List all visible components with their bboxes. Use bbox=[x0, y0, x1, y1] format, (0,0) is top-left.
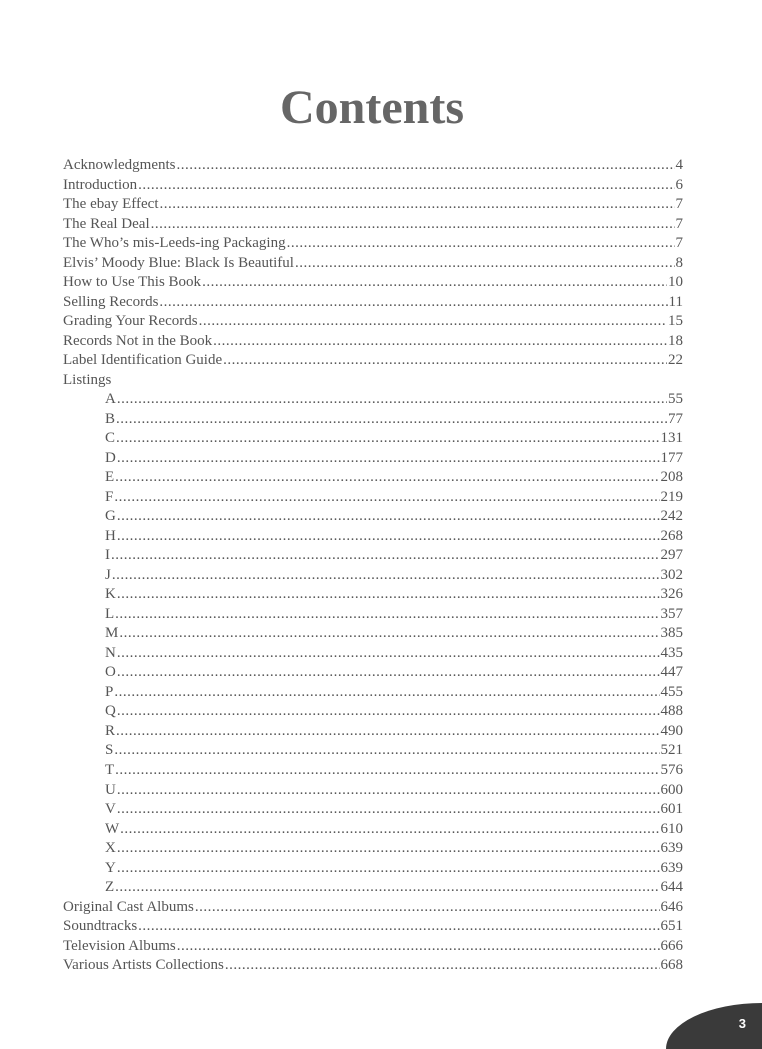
toc-entry bbox=[63, 663, 683, 683]
toc-entry-label: Introduction bbox=[63, 176, 138, 193]
toc-entry-label: T bbox=[105, 761, 115, 778]
toc-entry-label: How to Use This Book bbox=[63, 274, 202, 291]
toc-leader-dots bbox=[117, 663, 660, 683]
toc-entry-page: 357 bbox=[660, 605, 683, 622]
toc-entry-page: 651 bbox=[660, 918, 683, 935]
toc-leader-dots bbox=[287, 234, 675, 254]
toc-entry-label: S bbox=[105, 742, 114, 759]
toc-leader-dots bbox=[295, 254, 675, 274]
toc-entry bbox=[63, 156, 683, 176]
toc-entry-label: L bbox=[105, 605, 115, 622]
toc-leader-dots bbox=[202, 273, 667, 293]
toc-entry-page: 666 bbox=[660, 937, 683, 954]
toc-entry-label: C bbox=[105, 430, 116, 447]
toc-leader-dots bbox=[120, 820, 659, 840]
toc-entry-label: Grading Your Records bbox=[63, 313, 198, 330]
toc-leader-dots bbox=[116, 429, 659, 449]
toc-entry-page: 447 bbox=[660, 664, 683, 681]
toc-entry bbox=[63, 215, 683, 235]
toc-leader-dots bbox=[117, 702, 660, 722]
toc-entry-label: K bbox=[105, 586, 116, 603]
toc-entry-page: 177 bbox=[660, 449, 683, 466]
toc-entry-page: 644 bbox=[660, 879, 683, 896]
toc-entry bbox=[63, 878, 683, 898]
toc-entry-label: The Real Deal bbox=[63, 215, 150, 232]
toc-entry bbox=[63, 351, 683, 371]
toc-leader-dots bbox=[117, 449, 660, 469]
toc-entry-label: J bbox=[105, 566, 111, 583]
toc-leader-dots bbox=[138, 176, 674, 196]
toc-leader-dots bbox=[114, 683, 659, 703]
toc-entry-page: 601 bbox=[660, 801, 683, 818]
table-of-contents bbox=[63, 156, 683, 976]
toc-entry bbox=[63, 488, 683, 508]
toc-entry-label: F bbox=[105, 488, 114, 505]
toc-leader-dots bbox=[117, 781, 660, 801]
toc-entry-page: 435 bbox=[660, 644, 683, 661]
page-number: 3 bbox=[738, 1016, 746, 1031]
toc-entry-page: 610 bbox=[660, 820, 683, 837]
toc-entry-label: Label Identification Guide bbox=[63, 352, 223, 369]
toc-entry-label: Q bbox=[105, 703, 116, 720]
toc-leader-dots bbox=[195, 898, 660, 918]
toc-entry bbox=[63, 937, 683, 957]
toc-listings-heading bbox=[63, 371, 683, 391]
toc-entry bbox=[63, 820, 683, 840]
page-title: Contents bbox=[279, 81, 464, 134]
toc-entry-page: 302 bbox=[660, 566, 683, 583]
toc-entry-page: 219 bbox=[660, 488, 683, 505]
toc-entry bbox=[63, 722, 683, 742]
toc-entry bbox=[63, 917, 683, 937]
toc-leader-dots bbox=[117, 527, 660, 547]
toc-entry-label: Z bbox=[105, 879, 115, 896]
toc-entry-page: 15 bbox=[668, 313, 683, 330]
toc-entry-page: 7 bbox=[675, 215, 683, 232]
toc-entry bbox=[63, 449, 683, 469]
toc-entry-page: 7 bbox=[675, 235, 683, 252]
toc-entry bbox=[63, 546, 683, 566]
page-number-tab bbox=[666, 1003, 762, 1049]
toc-entry bbox=[63, 566, 683, 586]
toc-entry-page: 131 bbox=[660, 430, 683, 447]
toc-leader-dots bbox=[114, 488, 659, 508]
toc-leader-dots bbox=[119, 624, 659, 644]
toc-leader-dots bbox=[225, 956, 660, 976]
toc-entry bbox=[63, 293, 683, 313]
toc-entry-label: N bbox=[105, 644, 116, 661]
toc-entry bbox=[63, 644, 683, 664]
toc-entry-page: 576 bbox=[660, 761, 683, 778]
toc-entry-page: 639 bbox=[660, 840, 683, 857]
toc-entry bbox=[63, 254, 683, 274]
toc-leader-dots bbox=[138, 917, 659, 937]
toc-entry-label: D bbox=[105, 449, 116, 466]
toc-leader-dots bbox=[111, 546, 660, 566]
toc-leader-dots bbox=[112, 566, 660, 586]
toc-entry-page: 490 bbox=[660, 722, 683, 739]
toc-listings-section bbox=[63, 390, 683, 897]
toc-entry bbox=[63, 410, 683, 430]
toc-entry bbox=[63, 683, 683, 703]
toc-entry-label: Listings bbox=[63, 371, 112, 388]
toc-entry-label: Records Not in the Book bbox=[63, 332, 213, 349]
toc-entry-page: 385 bbox=[660, 625, 683, 642]
toc-leader-dots bbox=[117, 644, 660, 664]
toc-entry bbox=[63, 273, 683, 293]
toc-entry bbox=[63, 898, 683, 918]
toc-entry-page: 326 bbox=[660, 586, 683, 603]
toc-entry-label: U bbox=[105, 781, 116, 798]
toc-entry bbox=[63, 800, 683, 820]
toc-entry bbox=[63, 468, 683, 488]
toc-leader-dots bbox=[117, 390, 667, 410]
toc-leader-dots bbox=[117, 507, 660, 527]
toc-entry-page: 639 bbox=[660, 859, 683, 876]
toc-entry-label: Soundtracks bbox=[63, 918, 138, 935]
toc-leader-dots bbox=[114, 741, 659, 761]
toc-entry-page: 521 bbox=[660, 742, 683, 759]
toc-entry-page: 77 bbox=[668, 410, 683, 427]
toc-entry-page: 18 bbox=[668, 332, 683, 349]
toc-entry bbox=[63, 585, 683, 605]
toc-entry-label: Acknowledgments bbox=[63, 157, 176, 173]
toc-entry bbox=[63, 761, 683, 781]
toc-leader-dots bbox=[151, 215, 675, 235]
toc-entry bbox=[63, 429, 683, 449]
toc-entry-label: O bbox=[105, 664, 116, 681]
toc-entry bbox=[63, 624, 683, 644]
toc-entry bbox=[63, 741, 683, 761]
toc-leader-dots bbox=[160, 195, 675, 215]
toc-entry-page: 10 bbox=[668, 274, 683, 291]
toc-entry-label: X bbox=[105, 840, 116, 857]
toc-entry bbox=[63, 332, 683, 352]
toc-leader-dots bbox=[213, 332, 667, 352]
toc-entry bbox=[63, 176, 683, 196]
toc-leader-dots bbox=[117, 859, 660, 879]
toc-leader-dots bbox=[223, 351, 667, 371]
toc-entry bbox=[63, 956, 683, 976]
toc-entry-label: P bbox=[105, 683, 114, 700]
toc-entry bbox=[63, 507, 683, 527]
toc-entry bbox=[63, 781, 683, 801]
toc-entry-label: The Who’s mis-Leeds-ing Packaging bbox=[63, 235, 286, 252]
toc-entry-label: A bbox=[105, 391, 116, 408]
toc-entry-page: 55 bbox=[668, 391, 683, 408]
toc-entry-page: 646 bbox=[660, 898, 683, 915]
toc-leader-dots bbox=[115, 468, 659, 488]
toc-main-section bbox=[63, 156, 683, 371]
toc-leader-dots bbox=[115, 605, 659, 625]
toc-entry-label: Y bbox=[105, 859, 116, 876]
toc-entry bbox=[63, 390, 683, 410]
toc-leader-dots bbox=[115, 761, 659, 781]
toc-entry-page: 6 bbox=[675, 176, 683, 193]
toc-entry-label: B bbox=[105, 410, 116, 427]
toc-entry bbox=[63, 605, 683, 625]
toc-entry-page: 208 bbox=[660, 469, 683, 486]
toc-entry-label: Various Artists Collections bbox=[63, 957, 224, 974]
toc-entry-label: V bbox=[105, 801, 116, 818]
toc-entry-label: Original Cast Albums bbox=[63, 898, 194, 915]
toc-entry-page: 7 bbox=[675, 196, 683, 213]
toc-entry-label: H bbox=[105, 527, 116, 544]
toc-entry-label: M bbox=[105, 625, 119, 642]
toc-entry-page: 22 bbox=[668, 352, 683, 369]
toc-leader-dots bbox=[116, 722, 659, 742]
toc-entry bbox=[63, 234, 683, 254]
toc-entry-label: W bbox=[105, 820, 120, 837]
toc-leader-dots bbox=[115, 878, 659, 898]
toc-leader-dots bbox=[199, 312, 667, 332]
toc-entry-page: 242 bbox=[660, 508, 683, 525]
toc-leader-dots bbox=[177, 937, 660, 957]
toc-entry-page: 8 bbox=[675, 254, 683, 271]
toc-entry-page: 668 bbox=[660, 957, 683, 974]
toc-entry bbox=[63, 859, 683, 879]
toc-entry-label: The ebay Effect bbox=[63, 196, 159, 213]
toc-leader-dots bbox=[117, 800, 660, 820]
toc-entry bbox=[63, 527, 683, 547]
toc-leader-dots bbox=[117, 839, 660, 859]
toc-entry-page: 297 bbox=[660, 547, 683, 564]
toc-entry bbox=[63, 839, 683, 859]
toc-entry-label: E bbox=[105, 469, 115, 486]
toc-leader-dots bbox=[116, 410, 667, 430]
toc-entry bbox=[63, 195, 683, 215]
toc-entry-label: I bbox=[105, 547, 110, 564]
toc-entry-label: Television Albums bbox=[63, 937, 176, 954]
toc-entry bbox=[63, 312, 683, 332]
toc-entry-label: Elvis’ Moody Blue: Black Is Beautiful bbox=[63, 254, 294, 271]
toc-leader-dots bbox=[176, 156, 674, 176]
toc-entry-page: 11 bbox=[668, 293, 683, 310]
toc-entry-label: R bbox=[105, 722, 116, 739]
toc-entry-page: 455 bbox=[660, 683, 683, 700]
toc-entry-page: 268 bbox=[660, 527, 683, 544]
toc-entry-page: 4 bbox=[675, 157, 683, 173]
toc-entry-page: 600 bbox=[660, 781, 683, 798]
toc-leader-dots bbox=[117, 585, 660, 605]
toc-leader-dots bbox=[159, 293, 667, 313]
toc-end-section bbox=[63, 898, 683, 976]
toc-entry bbox=[63, 702, 683, 722]
toc-entry-page: 488 bbox=[660, 703, 683, 720]
toc-entry-label: G bbox=[105, 508, 116, 525]
toc-entry-label: Selling Records bbox=[63, 293, 159, 310]
